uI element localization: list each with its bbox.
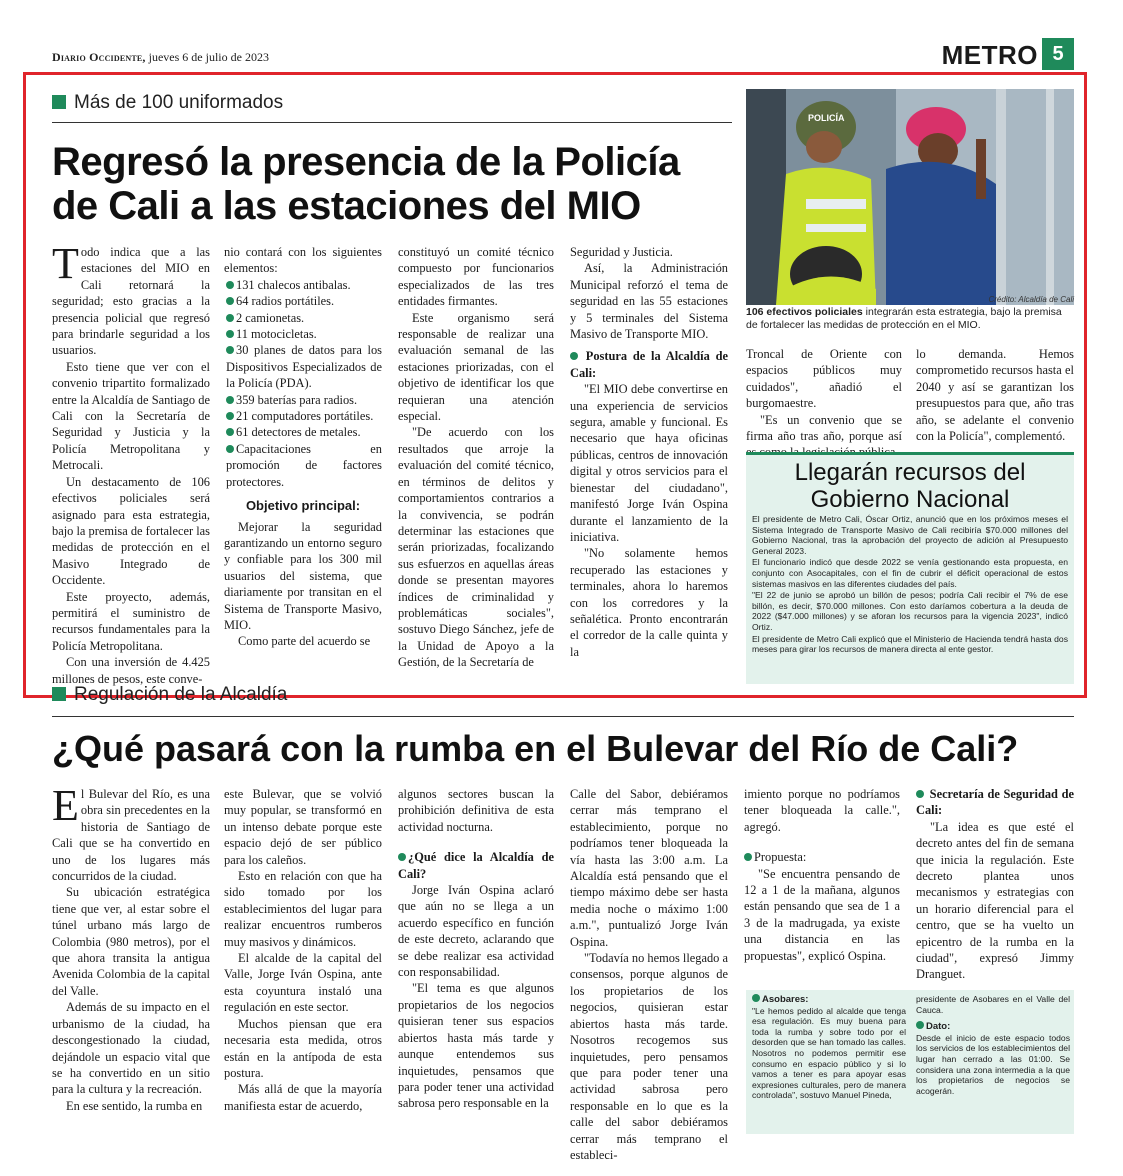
article2-paragraph: En ese sentido, la rumba en xyxy=(66,1098,203,1113)
article2-paragraph: Su ubicación estratégica tiene que ver, al estar sobre el túnel urbano más largo de Colombia (980 metros), por el que ahora transita la antigua Avenida Colombia de la capital del Valle. xyxy=(52,885,210,998)
section-name: METRO xyxy=(941,40,1038,70)
paragraph-text: odo indica que a las estaciones del MIO en Cali retornará la seguridad; esto gracias a la presencia policial que regresó para brindarle seguridad a los usuarios. xyxy=(52,245,210,358)
sidebar-paragraph: El funcionario indicó que desde 2022 se venía gestionando esta propuesta, en conjunto con Asocapitales, con el fin de cubrir el déficit operacional de estos sistemas masivos en las diferentes ciudades del país. xyxy=(752,557,1068,589)
vest-label: POLICÍA xyxy=(808,113,845,123)
info-box-text: "Le hemos pedido al alcalde que tenga esa regulación. Es muy buena para toda la rumba y sobre todo por el desorden que se han tomado las calles. Nosotros no podemos permitir ese consumo en espacio público y si lo vamos a tener es para apoyar esas expresiones culturales, pero de manera controlada", sostuvo Manuel Pineda, xyxy=(752,1005,906,1101)
article2-paragraph: Además de su impacto en el urbanismo de la ciudad, ha descongestionado la ciudad, dejándole un espacio vital que se ha convertido en un sitio para la cultura y la recreación. xyxy=(52,1000,210,1097)
article1-paragraph: Con una inversión de 4.425 millones de pesos, este conve- xyxy=(52,655,210,686)
article1-paragraph: Como parte del acuerdo se xyxy=(238,634,371,649)
sidebar-paragraph: El presidente de Metro Cali, Óscar Ortiz, anunció que en los próximos meses el Sistema Integrado de Transporte Masivo de Cali recibiría $70.000 millones del Gobierno Nacional, tras la aprobación del proyecto de adición al Presupuesto General 2023. xyxy=(752,514,1068,556)
article2-headline: ¿Qué pasará con la rumba en el Bulevar del Río de Cali? xyxy=(52,728,1019,769)
article2-paragraph: "Todavía no hemos llegado a consensos, porque algunos de los propietarios de los negocios, quisieran estar abiertos hasta más tarde. Nosotros recogemos sus inquietudes, pero pensamos que para poder tener una actividad sabrosa pero responsable en lo que es la calle del sabor debiéramos cerrar más temprano el estableci- xyxy=(570,951,728,1162)
article1-kicker-text: Más de 100 uniformados xyxy=(74,92,284,113)
article2-subhead xyxy=(398,849,554,882)
article1-paragraph: Este proyecto, además, permitirá el suministro de recursos fundamentales para la Policía Metropolitana. xyxy=(52,589,210,653)
article1-paragraph: Troncal de Oriente con espacios públicos muy cuidados", añadió el burgomaestre. xyxy=(746,347,902,411)
article2-paragraph: Calle del Sabor, debiéramos cerrar más temprano el establecimiento, porque no podríamos tener bloqueada la vía hasta las 3:00 a.m. La Alcaldía está pensando que el tiempo máximo debe ser hasta media noche o máximo 1:00 a.m.", puntualizó Jorge Iván Ospina. xyxy=(570,787,728,949)
article2-paragraph: "La idea es que esté el decreto antes del fin de semana que inicia la regulación. Este decreto plantea unos mecanismos y estrategias con un horario diferencial para el centro, que se ha vuelto un epicentro de la rumba en la ciudad", expresó Jimmy Dranguet. xyxy=(916,819,1074,982)
article1-paragraph: Esto tiene que ver con el convenio tripartito formalizado entre la Alcaldía de Santiago de Cali con la Secretaría de Seguridad y Justicia y la Policía Metropolitana y Metrocali. xyxy=(52,359,210,473)
info-box-heading-text: Dato: xyxy=(926,1021,951,1033)
article2-paragraph: Esto en relación con que ha sido tomado por los establecimientos del lugar para realizar encuentros rumberos muy masivos y dinámicos. xyxy=(224,869,382,949)
article1-paragraph: lo demanda. Hemos comprometido recursos hasta el 2040 y así se garantizan los presupuestos para que, año tras año, se adelante el convenio con la Policía", complementó. xyxy=(916,347,1074,444)
dropcap: E xyxy=(52,781,79,830)
list-item-text: 11 motocicletas. xyxy=(236,327,317,342)
sidebar-paragraph: El presidente de Metro Cali explicó que el Ministerio de Hacienda tendrá hasta dos meses para girar los recursos de manera directa al ente gestor. xyxy=(752,633,1068,655)
list-item-text: 30 planes de datos para los Dispositivos Especializados de la Policía (PDA). xyxy=(226,343,382,391)
article1-paragraph: "No solamente hemos recuperado las estaciones y terminales, ahora lo haremos con los corredores y la señalética. Pronto encontrarán el corredor de la calle quinta y la xyxy=(570,546,728,659)
info-box-heading xyxy=(916,1021,1070,1033)
article1-paragraph: Este organismo será responsable de realizar una evaluación semanal de las estaciones priorizadas, con el objetivo de identificar los que requieran una atención especial. xyxy=(398,310,554,424)
article2-paragraph: este Bulevar, que se volvió muy popular, se transformó en un intenso debate porque este espacio dejó de ser público para los caleños. xyxy=(224,787,382,867)
list-item-text: 21 computadores portátiles. xyxy=(236,409,374,424)
sidebar-paragraph: "El 22 de junio se aprobó un billón de pesos; podría Cali recibir el 7% de ese billón, es decir, $70.000 millones. Con esto daríamos cobertura a la deuda de 2022 ($47.000 millones) y se aforan los recursos para la vigencia 2023", indicó Ortiz. xyxy=(752,590,1068,632)
bullet-icon xyxy=(916,790,924,798)
list-item-text: 64 radios portátiles. xyxy=(236,294,335,309)
list-item-text: 131 chalecos antibalas. xyxy=(236,277,351,292)
info-box-column-2 xyxy=(916,994,1070,1096)
article2-paragraph: imiento porque no podríamos tener bloqueada la calle.", agregó. xyxy=(744,787,900,834)
article2-subhead xyxy=(744,849,900,865)
highlight-frame xyxy=(23,72,1087,698)
caption-bold: 106 efectivos policiales xyxy=(746,306,863,318)
publication-name: Diario Occidente, xyxy=(52,50,146,64)
page-number: 5 xyxy=(1042,38,1074,70)
article1-paragraph: Mejorar la seguridad garantizando un entorno seguro y confiable para los 300 mil usuarios del sistema, que diariamente por transitan en el Sistema de Transporte Masivo, MIO. xyxy=(224,519,382,632)
info-box-column-1 xyxy=(752,994,906,1101)
caption-text: integrarán esta estrategia, bajo la premisa de fortalecer las medidas de protección en el MIO. xyxy=(746,306,1062,331)
article2-paragraph: El alcalde de la capital del Valle, Jorge Iván Ospina, ante esta coyuntura instaló una regulación en este sector. xyxy=(224,951,382,1015)
list-item-text: 2 camionetas. xyxy=(236,310,305,325)
article1-paragraph: Así, la Administración Municipal reforzó el tema de seguridad en las 55 estaciones y 5 terminales del Sistema Masivo de Transporte MIO. xyxy=(570,261,728,342)
paragraph-text: l Bulevar del Río, es una obra sin precedentes en la historia de Santiago de Cali que se ha convertido en uno de los lugares más concurridos de la ciudad. xyxy=(52,787,210,884)
article2-paragraph: algunos sectores buscan la prohibición definitiva de esta actividad nocturna. xyxy=(398,787,554,834)
article2-column-5 xyxy=(744,786,900,964)
article2-paragraph: Jorge Iván Ospina aclaró que aún no se llega a un acuerdo específico en función de este decreto, aclarando que se debe realizar esa actividad con responsabilidad. xyxy=(398,883,554,980)
article2-column-2 xyxy=(224,786,382,1114)
bullet-icon xyxy=(752,994,760,1002)
article2-subhead xyxy=(916,786,1074,819)
subhead-text: ¿Qué dice la Alcaldía de Cali? xyxy=(398,850,554,881)
dropcap: T xyxy=(52,239,79,288)
bullet-icon xyxy=(744,853,752,861)
list-item-text: 61 detectores de metales. xyxy=(236,425,361,440)
article2-paragraph: "Se encuentra pensando de 12 a 1 de la mañana, algunos están pensando que sea de 1 a 3 de la madrugada, ya existe una distancia en las propuestas", explicó Ospina. xyxy=(744,866,900,963)
info-box-text: Desde el inicio de este espacio todos los servicios de los establecimientos del lugar han cerrado a las 01:00. Se considera una zona intermedia a la que los propietarios de negocios se acogerán. xyxy=(916,1032,1070,1096)
info-box-heading-text: Asobares: xyxy=(762,994,809,1005)
article1-subhead: Objetivo principal: xyxy=(245,498,361,514)
photo-credit: Crédito: Alcaldía de Cali xyxy=(988,295,1074,304)
article1-paragraph: Seguridad y Justicia. xyxy=(570,245,673,259)
article2-kicker xyxy=(52,684,287,706)
article1-paragraph: nio contará con los siguientes elementos: xyxy=(224,245,382,276)
info-box xyxy=(746,990,1074,1134)
article1-paragraph: "El MIO debe convertirse en una experiencia de servicios segura, amable y funcional. Es necesario que haya oficinas públicas, centros de innovación digital y otros servicios para el bienestar del ciudadano", manifestó Jorge Iván Ospina durante el lanzamiento de la iniciativa. xyxy=(570,382,728,544)
article2-column-6 xyxy=(916,786,1074,983)
article1-paragraph: constituyó un comité técnico compuesto por funcionarios especializados de las tres entidades firmantes. xyxy=(398,245,554,309)
article1-paragraph: Un destacamento de 106 efectivos policiales será asignado para esta estrategia, bajo la premisa de fortalecer las medidas de protección en el Masivo Integrado de Occidente. xyxy=(52,474,210,588)
list-item-text: 359 baterías para radios. xyxy=(236,392,358,407)
article2-paragraph: "El tema es que algunos propietarios de los negocios quisieran tener sus espacios abiertos hasta más tarde y aunque entendemos sus inquietudes, pensamos que para poder tener una actividad sabrosa pero responsable en la xyxy=(398,981,554,1111)
bullet-icon xyxy=(916,1021,924,1029)
article2-paragraph: Muchos piensan que era necesaria esta medida, otros están en la antípoda de esta postura. xyxy=(224,1016,382,1080)
publication-dateline xyxy=(52,50,269,65)
list-item-text: Capacitaciones en promoción de factores protectores. xyxy=(226,441,382,489)
bullet-icon xyxy=(398,853,406,861)
article2-paragraph: Más allá de que la mayoría manifiesta estar de acuerdo, xyxy=(224,1082,382,1113)
page-header xyxy=(52,42,1074,70)
article2-kicker-rule xyxy=(52,716,1074,717)
article2-kicker-text: Regulación de la Alcaldía xyxy=(74,684,288,705)
article1-headline: Regresó la presencia de la Policía de Cali a las estaciones del MIO xyxy=(52,140,680,228)
subhead-text: Secretaría de Seguridad de Cali: xyxy=(916,787,1074,818)
subhead-text: Postura de la Alcaldía de Cali: xyxy=(570,349,728,380)
article1-paragraph: "Es un convenio que se firma año tras año, porque así xyxy=(746,412,902,444)
article2-paragraph xyxy=(52,781,210,884)
subhead-text: Propuesta: xyxy=(754,850,807,865)
article1-paragraph: "De acuerdo con los resultados que arroje la evaluación del comité técnico, en términos de delitos y comportamientos contrarios a la convivencia, se podrán determinar las estaciones que serán priorizadas, focalizando sus esfuerzos en aquellas áreas donde se presentan mayores índices de criminalidad y problemáticas sociales", sostuvo Diego Sánchez, jefe de la Unidad de Apoyo a la Gestión, de la Secretaría de xyxy=(398,425,554,670)
article2-column-1 xyxy=(52,781,210,1114)
info-box-heading xyxy=(752,994,906,1006)
article2-column-4 xyxy=(570,786,728,1163)
info-box-text: presidente de Asobares en el Valle del Cauca. xyxy=(916,994,1070,1015)
publication-date: jueves 6 de julio de 2023 xyxy=(145,50,269,64)
sidebar-title: Llegarán recursos del Gobierno Nacional xyxy=(794,459,1026,513)
article2-column-3 xyxy=(398,786,554,1112)
kicker-square-icon xyxy=(52,687,66,701)
